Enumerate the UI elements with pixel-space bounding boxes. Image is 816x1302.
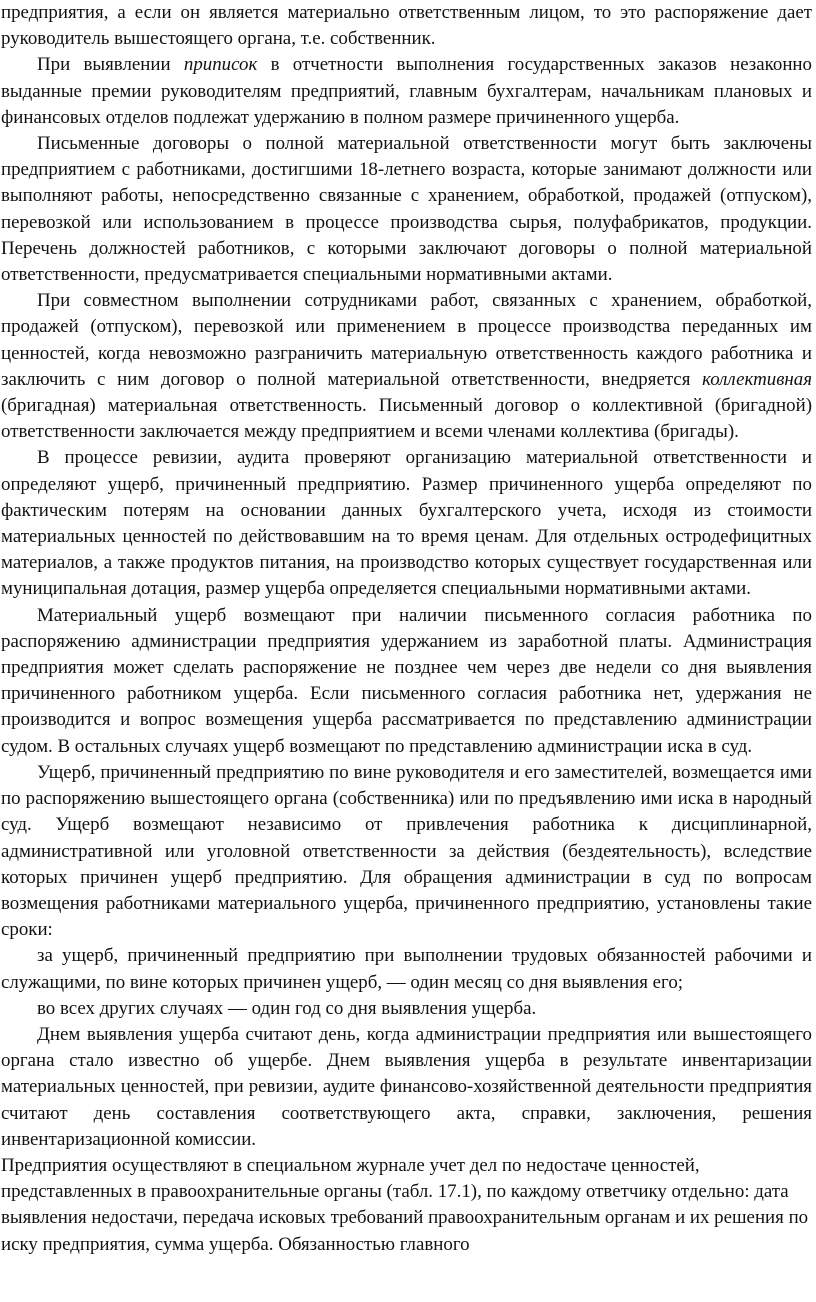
paragraph-4-end: (бригадная) материальная ответственность. Письменный договор о коллективной (бригадной) ответственности заключается между предприятием и всеми членами коллектива (бригады). bbox=[1, 395, 812, 443]
paragraph-3: Письменные договоры о полной материальной ответственности могут быть заключены предприятием с работниками, достигшими 18-летнего возраста, которые занимают должности или выполняют работы, непосредственно связанные с хранением, обработкой, продажей (отпуском), перевозкой или использованием в процессе производства сырья, полуфабрикатов, продукции. Перечень должностей работников, с которыми заключают договоры о полной материальной ответственности, предусматривается специальными нормативными актами. bbox=[1, 133, 812, 286]
paragraph-1: предприятия, а если он является материально ответственным лицом, то это распоряжение дает руководитель вышестоящего органа, т.е. собственник. bbox=[1, 2, 812, 50]
paragraph-9: во всех других случаях — один год со дня выявления ущерба. bbox=[37, 997, 537, 1019]
paragraph-11: Предприятия осуществляют в специальном журнале учет дел по недостаче ценностей, представленных в правоохранительные органы (табл. 17.1), по каждому ответчику отдельно: дата выявления недостачи, передача исковых требований правоохранительным органам и их решения по иску предприятия, сумма ущерба. Обязанностью главного bbox=[1, 1154, 809, 1255]
paragraph-4-start: При совместном выполнении сотрудниками работ, связанных с хранением, обработкой, продажей (отпуском), перевозкой или применением в процессе производства переданных им ценностей, когда невозможно разграничить материальную ответственность каждого работника и заключить с ним договор о полной материальной ответственности, внедряется bbox=[1, 290, 812, 390]
paragraph-2 bbox=[1, 52, 812, 131]
paragraph-10: Днем выявления ущерба считают день, когда администрации предприятия или вышестоящего органа стало известно об ущербе. Днем выявления ущерба в результате инвентаризации материальных ценностей, при ревизии, аудите финансово-хозяйственной деятельности предприятия считают день составления соответствующего акта, справки, заключения, решения инвентаризационной комиссии. bbox=[1, 1023, 812, 1150]
paragraph-4-emphasis: коллективная bbox=[702, 368, 812, 390]
paragraph-4 bbox=[1, 288, 812, 445]
paragraph-6: Материальный ущерб возмещают при наличии письменного согласия работника по распоряжению администрации предприятия удержанием из заработной платы. Администрация предприятия может сделать распоряжение не позднее чем через две недели со дня выявления причиненного работником ущерба. Если письменного согласия работника нет, удержания не производится и вопрос возмещения ущерба рассматривается по представлению администрации судом. В остальных случаях ущерб возмещают по представлению администрации иска в суд. bbox=[1, 604, 812, 757]
paragraph-5: В процессе ревизии, аудита проверяют организацию материальной ответственности и определяют ущерб, причиненный предприятию. Размер причиненного ущерба определяют по фактическим потерям на основании данных бухгалтерского учета, исходя из стоимости материальных ценностей по действовавшим на то время ценам. Для отдельных остродефицитных материалов, а также продуктов питания, на производство которых существует государственная или муниципальная дотация, размер ущерба определяется специальными нормативными актами. bbox=[1, 447, 812, 600]
paragraph-8: за ущерб, причиненный предприятию при выполнении трудовых обязанностей рабочими и служащими, по вине которых причинен ущерб, — один месяц со дня выявления его; bbox=[1, 945, 812, 993]
paragraph-7: Ущерб, причиненный предприятию по вине руководителя и его заместителей, возмещается ими по распоряжению вышестоящего органа (собственника) или по предъявлению ими иска в народный суд. Ущерб возмещают независимо от привлечения работника к дисциплинарной, административной или уголовной ответственности за действия (бездеятельность), вследствие которых причинен ущерб предприятию. Для обращения администрации в суд по вопросам возмещения работниками материального ущерба, причиненного предприятию, установлены такие сроки: bbox=[1, 761, 812, 941]
paragraph-2-end: в отчетности выполнения государственных заказов незаконно выданные премии руководителям предприятий, главным бухгалтерам, начальникам плановых и финансовых отделов подлежат удержанию в полном размере причиненного ущерба. bbox=[1, 54, 812, 128]
paragraph-2-emphasis: приписок bbox=[183, 54, 258, 76]
paragraph-2-start: При выявлении bbox=[37, 54, 184, 76]
